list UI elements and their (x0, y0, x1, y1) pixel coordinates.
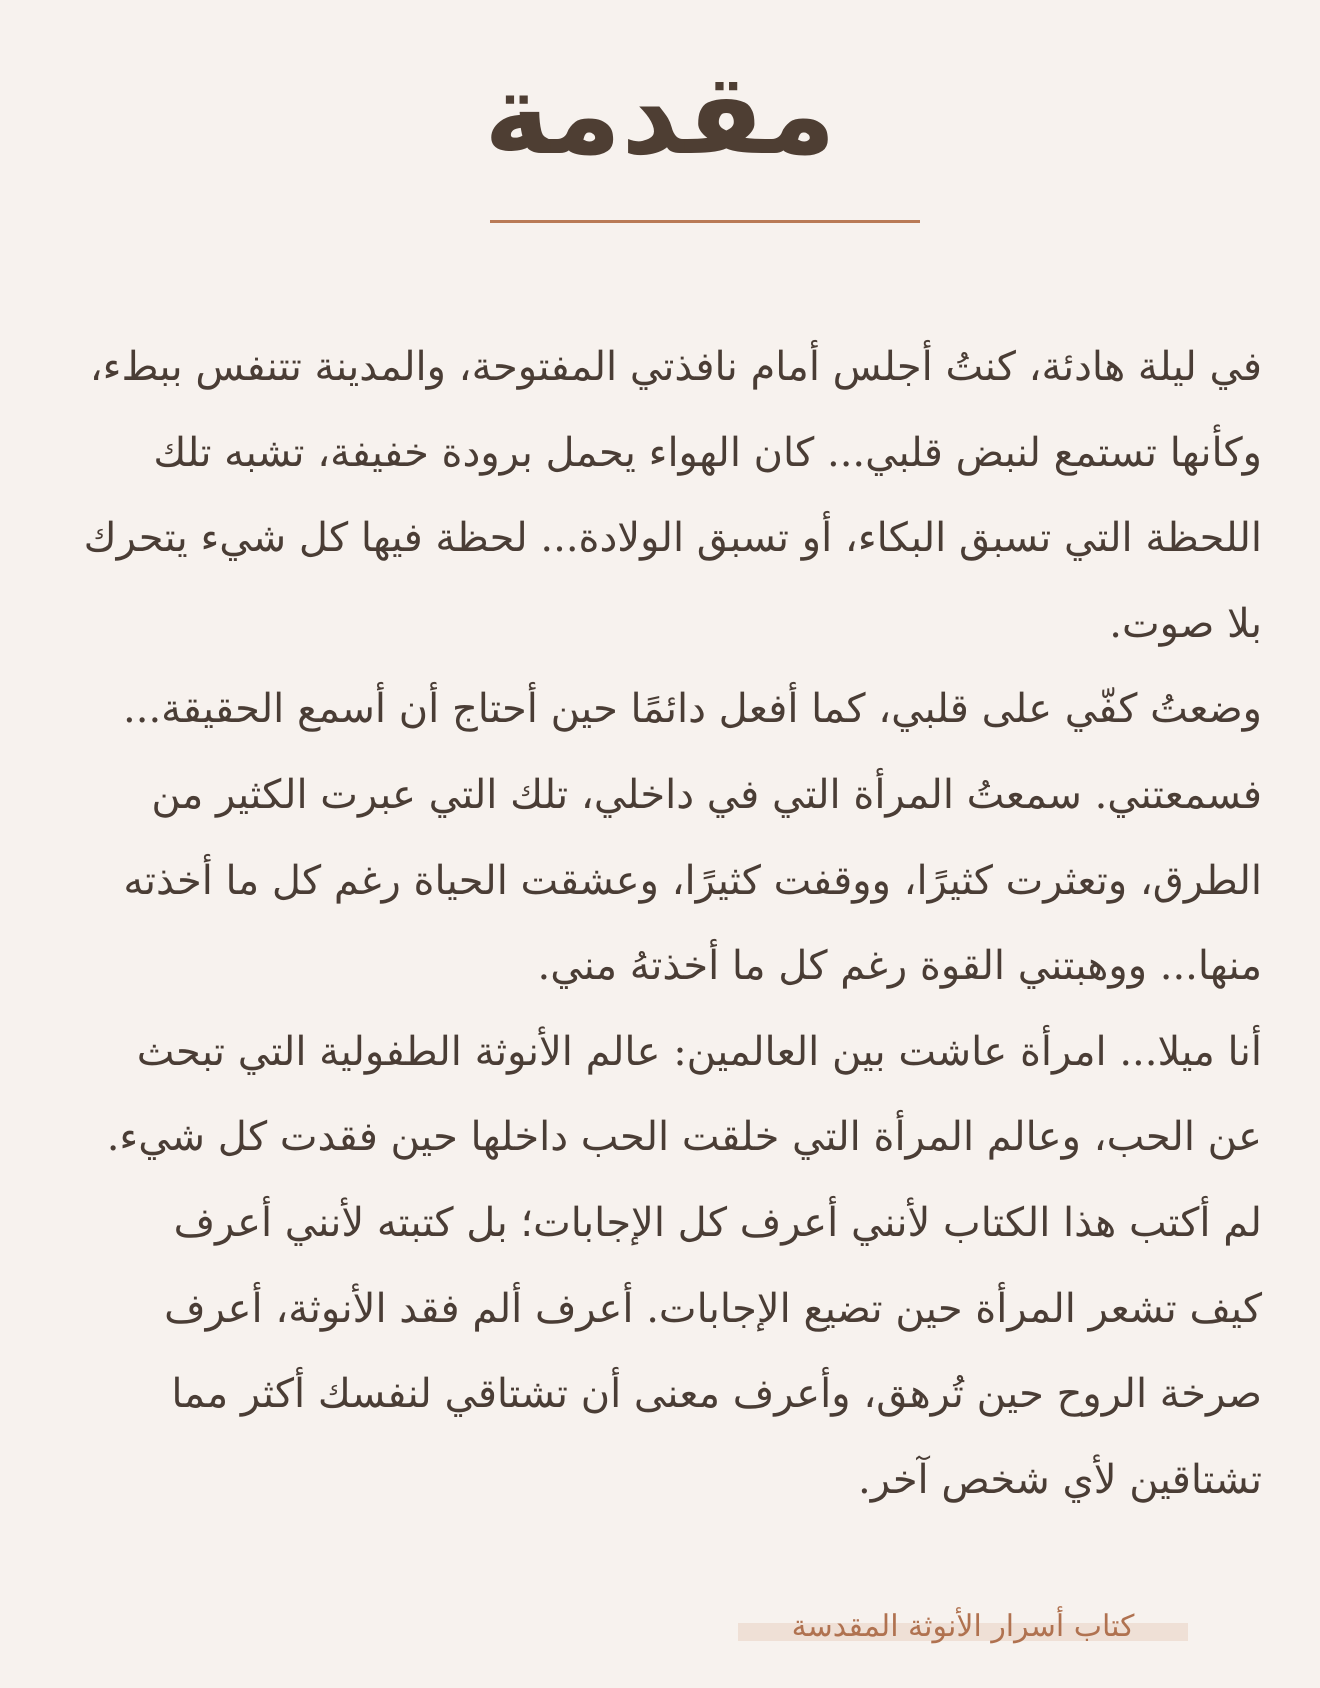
body-line: منها... ووهبتني القوة رغم كل ما أخذتهُ مني. (537, 943, 1262, 990)
body-line: لم أكتب هذا الكتاب لأنني أعرف كل الإجابات؛ بل كتبته لأنني أعرف (173, 1199, 1262, 1246)
page-title: مقدمة (484, 50, 836, 180)
body-line: وكأنها تستمع لنبض قلبي... كان الهواء يحمل برودة خفيفة، تشبه تلك (153, 429, 1262, 476)
body-line: وضعتُ كفّي على قلبي، كما أفعل دائمًا حين أحتاج أن أسمع الحقيقة... (123, 686, 1262, 733)
body-line: كيف تشعر المرأة حين تضيع الإجابات. أعرف ألم فقد الأنوثة، أعرف (164, 1285, 1262, 1332)
body-line: فسمعتني. سمعتُ المرأة التي في داخلي، تلك التي عبرت الكثير من (151, 771, 1262, 818)
book-title-label: كتاب أسرار الأنوثة المقدسة (791, 1609, 1135, 1644)
introduction-body (52, 325, 1262, 1523)
body-line: في ليلة هادئة، كنتُ أجلس أمام نافذتي المفتوحة، والمدينة تتنفس ببطء، (89, 344, 1262, 390)
body-line: عن الحب، وعالم المرأة التي خلقت الحب داخلها حين فقدت كل شيء. (106, 1114, 1262, 1161)
body-line: أنا ميلا... امرأة عاشت بين العالمين: عالم الأنوثة الطفولية التي تبحث (136, 1028, 1262, 1075)
body-line: بلا صوت. (1109, 600, 1262, 647)
body-line: تشتاقين لأي شخص آخر. (858, 1456, 1262, 1503)
body-line: اللحظة التي تسبق البكاء، أو تسبق الولادة... لحظة فيها كل شيء يتحرك (83, 515, 1262, 562)
book-footer (738, 1605, 1188, 1655)
body-line: الطرق، وتعثرت كثيرًا، ووقفت كثيرًا، وعشقت الحياة رغم كل ما أخذته (123, 857, 1262, 904)
body-line: صرخة الروح حين تُرهق، وأعرف معنى أن تشتاقي لنفسك أكثر مما (171, 1371, 1262, 1418)
title-divider (490, 220, 920, 223)
